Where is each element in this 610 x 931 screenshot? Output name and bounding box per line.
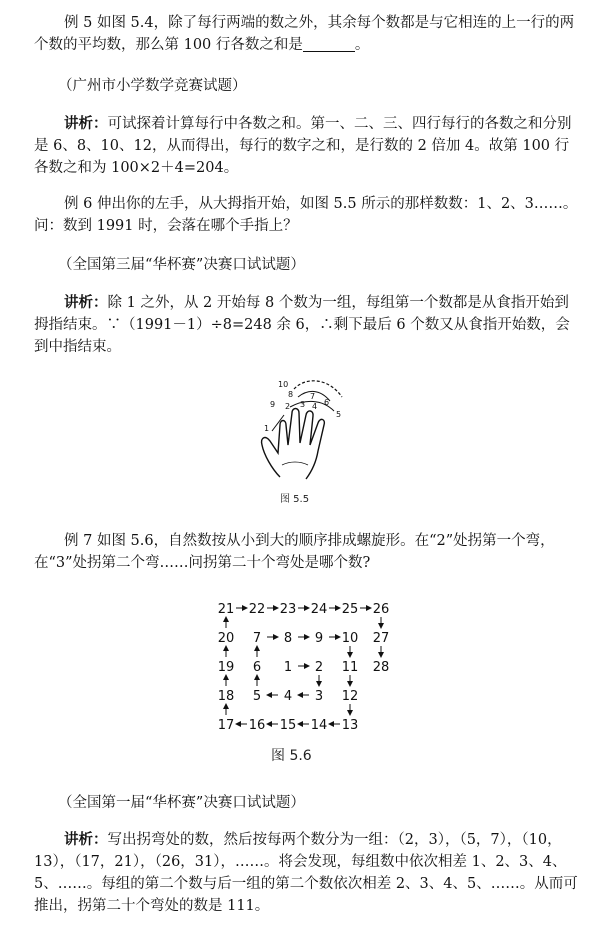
analysis-label: 讲析：: [64, 115, 108, 132]
example-5-text: 例 5 如图 5.4，除了每行两端的数之外，其余每个数都是与它相连的上一行的两个数的平均数，那么第 100 行各数之和是: [34, 15, 575, 53]
example-6-source: （全国第三届“华杯赛”决赛口试试题）: [58, 257, 305, 273]
example-5-analysis: [34, 113, 582, 179]
example-5-question: [34, 12, 582, 56]
spiral-number-2: 2: [314, 660, 324, 675]
spiral-number-17: 17: [217, 718, 235, 733]
spiral-number-12: 12: [341, 689, 359, 704]
spiral-number-24: 24: [310, 602, 328, 617]
example-6-question: 例 6 伸出你的左手，从大拇指开始，如图 5.5 所示的那样数数：1、2、3……。问：数到 1991 时，会落在哪个手指上？: [34, 196, 578, 234]
label-10: 10: [278, 380, 289, 389]
spiral-number-16: 16: [248, 718, 266, 733]
spiral-number-27: 27: [372, 631, 390, 646]
palm-line: [282, 462, 308, 465]
example-7-source: （全国第一届“华杯赛”决赛口试试题）: [58, 795, 305, 811]
analysis-label: 讲析：: [64, 831, 108, 848]
spiral-number-20: 20: [217, 631, 235, 646]
spiral-number-19: 19: [217, 660, 235, 675]
spiral-number-3: 3: [314, 689, 324, 704]
spiral-number-4: 4: [283, 689, 293, 704]
spiral-number-5: 5: [252, 689, 262, 704]
spiral-number-15: 15: [279, 718, 297, 733]
arrow-thumb: [272, 415, 284, 431]
spiral-number-7: 7: [252, 631, 262, 646]
example-7-question: 例 7 如图 5.6，自然数按从小到大的顺序排成螺旋形。在“2”处拐第一个弯，在“3”处拐第二个弯……问拐第二十个弯处是哪个数?: [34, 533, 555, 571]
spiral-number-14: 14: [310, 718, 328, 733]
spiral-number-6: 6: [252, 660, 262, 675]
spiral-number-11: 11: [341, 660, 359, 675]
analysis-text: 可试探着计算每行中各数之和。第一、二、三、四行每行的各数之和分别是 6、8、10、12，从而得出，每行的数字之和，是行数的 2 倍加 4。故第 100 行各数之和为 100×2＋4=204。: [34, 116, 572, 176]
spiral-number-8: 8: [283, 631, 293, 646]
label-5: 5: [336, 410, 342, 419]
example-6-analysis: [34, 292, 582, 358]
label-2: 2: [285, 402, 291, 411]
spiral-number-10: 10: [341, 631, 359, 646]
spiral-number-22: 22: [248, 602, 266, 617]
label-3: 3: [300, 400, 306, 409]
spiral-number-26: 26: [372, 602, 390, 617]
figure-5-6-caption: 图 5.6: [271, 748, 312, 764]
example-7-analysis: [34, 829, 582, 917]
answer-blank: [303, 36, 355, 52]
spiral-number-1: 1: [283, 660, 293, 675]
label-1: 1: [264, 424, 270, 433]
figure-5-5-caption: 图 5.5: [280, 494, 310, 505]
label-8: 8: [288, 390, 294, 399]
analysis-text: 除 1 之外，从 2 开始每 8 个数为一组，每组第一个数都是从食指开始到拇指结束。∵（1991－1）÷8=248 余 6，∴剩下最后 6 个数又从食指开始数，会到中指结束。: [34, 295, 570, 355]
spiral-number-23: 23: [279, 602, 297, 617]
label-4: 4: [312, 402, 318, 411]
label-9: 9: [270, 400, 276, 409]
spiral-number-13: 13: [341, 718, 359, 733]
spiral-number-28: 28: [372, 660, 390, 675]
analysis-text: 写出拐弯处的数，然后按每两个数分为一组：（2，3），（5，7），（10，13），（17，21），（26，31），……。将会发现，每组数中依次相差 1、2、3、4、5、……。每组的第二个数与后一组的第二个数依次相差 2、3、4、5、……。从而可推出，拐第二十个弯处的数是 111。: [34, 832, 578, 914]
spiral-number-9: 9: [314, 631, 324, 646]
spiral-number-18: 18: [217, 689, 235, 704]
figure-5-6-spiral: [200, 596, 400, 746]
label-7: 7: [310, 392, 316, 401]
example-5-source: （广州市小学数学竞赛试题）: [58, 78, 247, 94]
analysis-label: 讲析：: [64, 294, 108, 311]
spiral-number-25: 25: [341, 602, 359, 617]
figure-5-5-hand: [250, 375, 360, 485]
hand-outline: [262, 409, 325, 480]
label-6: 6: [324, 398, 330, 407]
example-5-end: 。: [354, 37, 370, 53]
spiral-number-21: 21: [217, 602, 235, 617]
